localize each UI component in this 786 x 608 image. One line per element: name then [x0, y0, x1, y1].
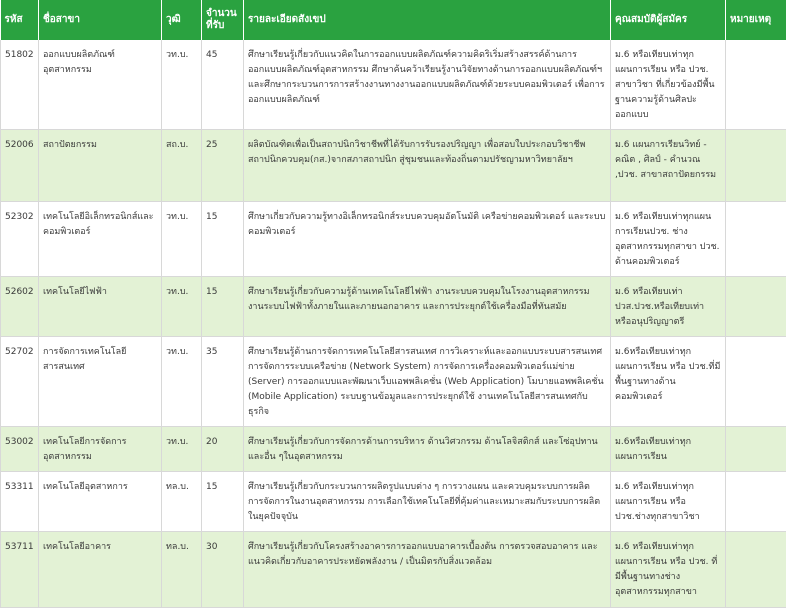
table-row	[1, 427, 786, 472]
cell-name: สถาปัตยกรรม	[39, 130, 162, 202]
cell-name: การจัดการเทคโนโลยีสารสนเทศ	[39, 337, 162, 427]
header-description: รายละเอียดสังเขป	[244, 0, 611, 40]
cell-name: เทคโนโลยีไฟฟ้า	[39, 277, 162, 337]
cell-description: ศึกษาเรียนรู้ด้านการจัดการเทคโนโลยีสารสนเทศ การวิเคราะห์และออกแบบระบบสารสนเทศ การจัดการระบบเครือข่าย (Network System) การจัดการเครื่องคอมพิวเตอร์แม่ข่าย (Server) การออกแบบและพัฒนาเว็บแอพพลิเคชั่น (Web Application) โมบายแอพพลิเคชั่น (Mobile Application) ระบบฐานข้อมูลและการประยุกต์ใช้ งานเทคโนโลยีสารสนเทศกับธุรกิจ	[244, 337, 611, 427]
cell-qualifications: ม.6 หรือเทียบเท่าทุกแผนการเรียน หรือ ปวช. สาขาวิชา ที่เกี่ยวข้องมีพื้นฐานความรู้ด้านศิลปะ ออกแบบ	[611, 40, 726, 130]
table-row	[1, 130, 786, 202]
header-degree: วุฒิ	[162, 0, 202, 40]
cell-description: ผลิตบัณฑิตเพื่อเป็นสถาปนิกวิชาชีพที่ได้รับการรับรองปริญญา เพื่อสอบใบประกอบวิชาชีพสถาปนิกควบคุม(กส.)จากสภาสถาปนิก สู่ชุมชนและท้องถิ่นตามปรัชญามหาวิทยาลัยฯ	[244, 130, 611, 202]
cell-seats: 15	[202, 202, 244, 277]
table-row	[1, 532, 786, 608]
cell-name: เทคโนโลยีอาคาร	[39, 532, 162, 608]
table-row	[1, 337, 786, 427]
cell-description: ศึกษาเรียนรู้เกี่ยวกับความรู้ด้านเทคโนโลยีไฟฟ้า งานระบบควบคุมในโรงงานอุตสาหกรรม งานระบบไฟฟ้าทั้งภายในและภายนอกอาคาร และการประยุกต์ใช้เครื่องมือที่ทันสมัย	[244, 277, 611, 337]
cell-code: 52602	[1, 277, 39, 337]
cell-code: 53002	[1, 427, 39, 472]
cell-degree: วท.บ.	[162, 202, 202, 277]
cell-name: เทคโนโลยีอิเล็กทรอนิกส์และคอมพิวเตอร์	[39, 202, 162, 277]
cell-degree: ทล.บ.	[162, 472, 202, 532]
cell-qualifications: ม.6 แผนการเรียนวิทย์ - คณิต , ศิลป์ - คำนวณ ,ปวช. สาขาสถาปัตยกรรม	[611, 130, 726, 202]
table-row	[1, 40, 786, 130]
cell-note	[726, 427, 786, 472]
cell-seats: 15	[202, 472, 244, 532]
cell-name: ออกแบบผลิตภัณฑ์อุตสาหกรรม	[39, 40, 162, 130]
cell-code: 53711	[1, 532, 39, 608]
cell-name: เทคโนโลยีอุตสาหการ	[39, 472, 162, 532]
cell-seats: 30	[202, 532, 244, 608]
cell-code: 52702	[1, 337, 39, 427]
cell-degree: สถ.บ.	[162, 130, 202, 202]
cell-note	[726, 40, 786, 130]
cell-degree: วท.บ.	[162, 277, 202, 337]
table-row	[1, 277, 786, 337]
cell-seats: 25	[202, 130, 244, 202]
header-name: ชื่อสาขา	[39, 0, 162, 40]
header-note: หมายเหตุ	[726, 0, 786, 40]
cell-description: ศึกษาเกี่ยวกับความรู้ทางอิเล็กทรอนิกส์ระบบควบคุมอัตโนมัติ เครือข่ายคอมพิวเตอร์ และระบบคอมพิวเตอร์	[244, 202, 611, 277]
cell-qualifications: ม.6 หรือเทียบเท่า ปวส.ปวช.หรือเทียบเท่า หรืออนุปริญญาตรี	[611, 277, 726, 337]
cell-seats: 45	[202, 40, 244, 130]
cell-code: 53311	[1, 472, 39, 532]
cell-code: 52302	[1, 202, 39, 277]
cell-note	[726, 277, 786, 337]
cell-degree: ทล.บ.	[162, 532, 202, 608]
cell-qualifications: ม.6 หรือเทียบเท่าทุกแผนการเรียน หรือ ปวช.ช่างทุกสาขาวิชา	[611, 472, 726, 532]
header-seats: จำนวนที่รับ	[202, 0, 244, 40]
table-row	[1, 202, 786, 277]
header-code: รหัส	[1, 0, 39, 40]
table-header-row	[1, 0, 786, 40]
cell-note	[726, 532, 786, 608]
cell-description: ศึกษาเรียนรู้เกี่ยวกับการจัดการด้านการบริหาร ด้านวิศวกรรม ด้านโลจิสติกส์ และโซ่อุปทานและอื่น ๆในอุตสาหกรรม	[244, 427, 611, 472]
cell-name: เทคโนโลยีการจัดการอุตสาหกรรม	[39, 427, 162, 472]
cell-seats: 15	[202, 277, 244, 337]
cell-qualifications: ม.6หรือเทียบเท่าทุกแผนการเรียน	[611, 427, 726, 472]
cell-seats: 35	[202, 337, 244, 427]
cell-seats: 20	[202, 427, 244, 472]
cell-code: 51802	[1, 40, 39, 130]
cell-degree: วท.บ.	[162, 337, 202, 427]
cell-description: ศึกษาเรียนรู้เกี่ยวกับแนวคิดในการออกแบบผลิตภัณฑ์ความคิดริเริ่มสร้างสรรค์ด้านการออกแบบผลิตภัณฑ์อุตสาหกรรม ศึกษาค้นคว้าเรียนรู้งานวิจัยทางด้านการออกแบบผลิตภัณฑ์ฯ และศึกษากระบวนการการสร้างงานทางงานออกแบบผลิตภัณฑ์ด้วยระบบคอมพิวเตอร์ เพื่อการออกแบบผลิตภัณฑ์	[244, 40, 611, 130]
cell-note	[726, 472, 786, 532]
cell-degree: วท.บ.	[162, 427, 202, 472]
cell-qualifications: ม.6 หรือเทียบเท่าทุกแผนการเรียน หรือ ปวช. ที่มีพื้นฐานทางช่างอุตสาหกรรมทุกสาขา	[611, 532, 726, 608]
cell-description: ศึกษาเรียนรู้เกี่ยวกับกระบวนการผลิตรูปแบบต่าง ๆ การวางแผน และควบคุมระบบการผลิต การจัดการในงานอุตสาหกรรม การเลือกใช้เทคโนโลยีที่คุ้มค่าและเหมาะสมกับระบบการผลิตในยุคปัจจุบัน	[244, 472, 611, 532]
cell-degree: วท.บ.	[162, 40, 202, 130]
table-row	[1, 472, 786, 532]
cell-qualifications: ม.6หรือเทียบเท่าทุกแผนการเรียน หรือ ปวช.ที่มีพื้นฐานทางด้านคอมพิวเตอร์	[611, 337, 726, 427]
cell-code: 52006	[1, 130, 39, 202]
cell-note	[726, 130, 786, 202]
cell-note	[726, 337, 786, 427]
header-qualifications: คุณสมบัติผู้สมัคร	[611, 0, 726, 40]
cell-qualifications: ม.6 หรือเทียบเท่าทุกแผนการเรียนปวช. ช่างอุตสาหกรรมทุกสาขา ปวช. ด้านคอมพิวเตอร์	[611, 202, 726, 277]
cell-note	[726, 202, 786, 277]
cell-description: ศึกษาเรียนรู้เกี่ยวกับโครงสร้างอาคารการออกแบบอาคารเบื้องต้น การตรวจสอบอาคาร และแนวคิดเกี่ยวกับอาคารประหยัดพลังงาน / เป็นมิตรกับสิ่งแวดล้อม	[244, 532, 611, 608]
